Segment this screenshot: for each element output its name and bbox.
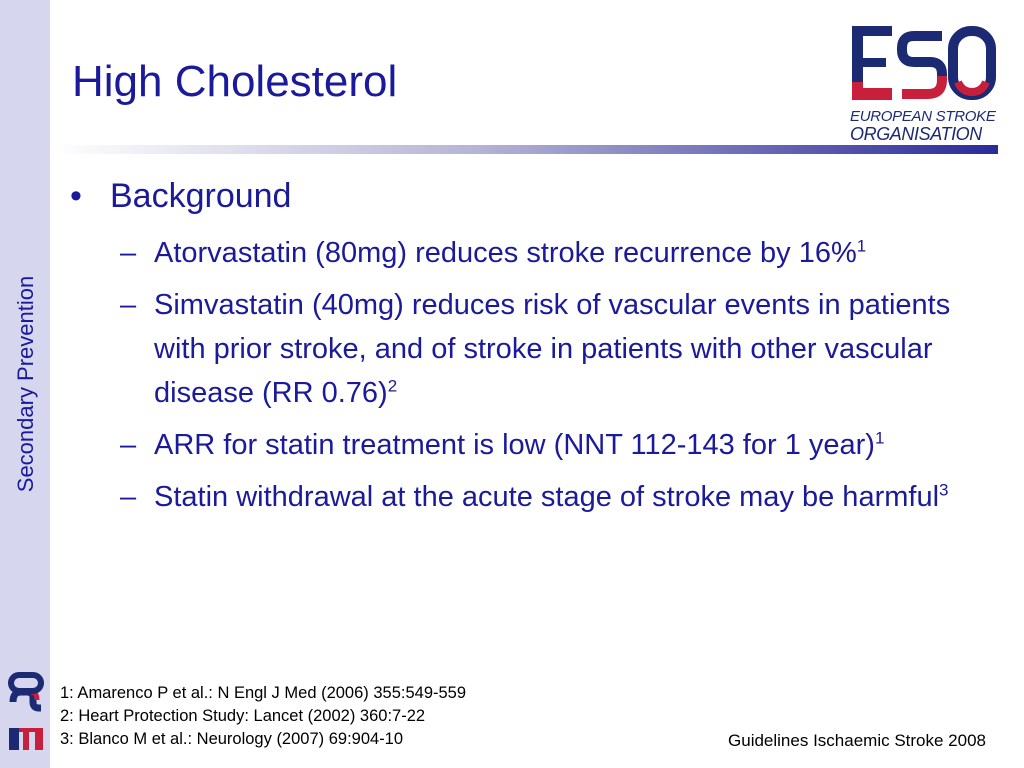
logo-text-line2: ORGANISATION [850, 124, 982, 144]
logo-letter-e [9, 728, 43, 750]
eso-sidebar-logo [3, 672, 47, 752]
logo-letter-o [11, 675, 41, 691]
sidebar [0, 0, 50, 768]
citation-ref: 1 [856, 236, 867, 256]
sub-bullet-text: Atorvastatin (80mg) reduces stroke recurrence by 16% [154, 237, 857, 269]
slide-title: High Cholesterol [72, 57, 398, 106]
dash-icon: – [120, 481, 137, 513]
citation-ref: 2 [387, 376, 398, 396]
bullet-dot-icon: • [70, 177, 82, 215]
dash-icon: – [120, 237, 137, 269]
footer-guidelines: Guidelines Ischaemic Stroke 2008 [728, 731, 986, 750]
sub-bullet-item [70, 423, 974, 467]
dash-icon: – [120, 289, 137, 321]
references [60, 682, 466, 751]
sub-bullet-text: ARR for statin treatment is low (NNT 112-143 for 1 year) [154, 429, 875, 461]
sub-bullet-text: Statin withdrawal at the acute stage of stroke may be harmful [154, 481, 940, 513]
eso-logo [848, 22, 1000, 144]
sub-bullet-list [70, 231, 1000, 519]
logo-letter-s [902, 36, 942, 76]
logo-text-line1: EUROPEAN STROKE [850, 108, 996, 125]
bullet-text: Background [110, 177, 292, 215]
sub-bullet-item [70, 231, 974, 275]
title-divider [52, 145, 998, 154]
reference-item: 2: Heart Protection Study: Lancet (2002) 360:7-22 [60, 707, 426, 725]
logo-letter-e [852, 26, 892, 100]
sub-bullet-text: Simvastatin (40mg) reduces risk of vascular events in patients with prior stroke, and of stroke in patients with other vascular disease (RR 0.76) [154, 289, 951, 409]
sub-bullet-item [70, 283, 974, 415]
sub-bullet-item [70, 475, 974, 519]
dash-icon: – [120, 429, 137, 461]
bullet-background [70, 176, 1000, 216]
citation-ref: 3 [939, 480, 949, 500]
reference-item: 3: Blanco M et al.: Neurology (2007) 69:904-10 [60, 730, 404, 748]
slide-content [70, 176, 1000, 527]
sidebar-section-label: Secondary Prevention [13, 275, 38, 493]
citation-ref: 1 [874, 428, 885, 448]
reference-item: 1: Amarenco P et al.: N Engl J Med (2006) 355:549-559 [60, 684, 467, 702]
